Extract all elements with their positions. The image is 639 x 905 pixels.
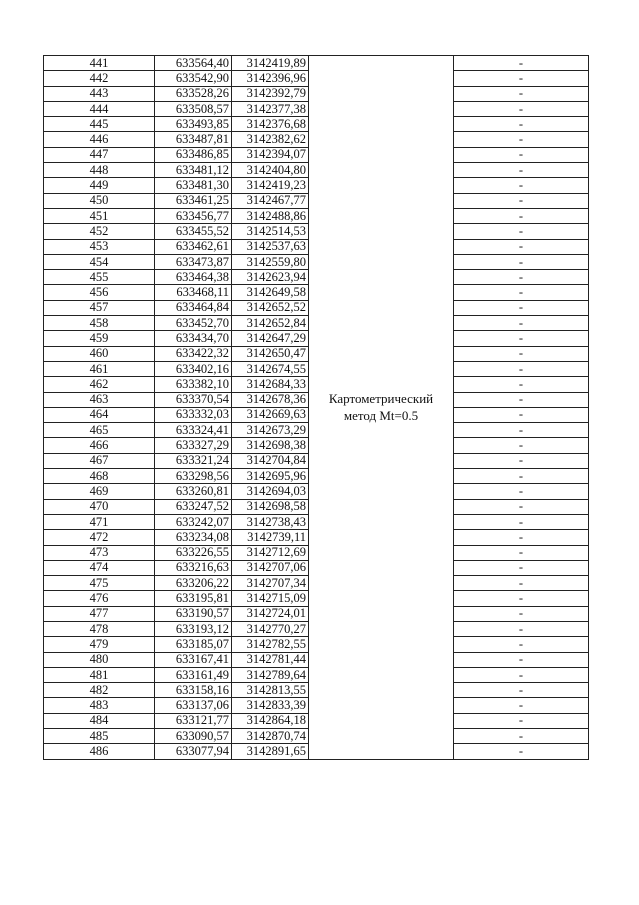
y-coordinate-cell: 3142715,09 — [232, 591, 309, 606]
method-label-line1: Картометрический — [328, 391, 434, 407]
y-coordinate-cell: 3142404,80 — [232, 163, 309, 178]
x-coordinate-cell: 633382,10 — [155, 377, 232, 392]
x-coordinate-cell: 633461,25 — [155, 193, 232, 208]
y-coordinate-cell: 3142537,63 — [232, 239, 309, 254]
value-cell: - — [454, 469, 589, 484]
y-coordinate-cell: 3142678,36 — [232, 392, 309, 407]
x-coordinate-cell: 633185,07 — [155, 637, 232, 652]
y-coordinate-cell: 3142652,52 — [232, 300, 309, 315]
value-cell: - — [454, 713, 589, 728]
y-coordinate-cell: 3142738,43 — [232, 514, 309, 529]
x-coordinate-cell: 633321,24 — [155, 453, 232, 468]
x-coordinate-cell: 633327,29 — [155, 438, 232, 453]
y-coordinate-cell: 3142623,94 — [232, 270, 309, 285]
point-number-cell: 461 — [44, 361, 155, 376]
x-coordinate-cell: 633247,52 — [155, 499, 232, 514]
point-number-cell: 466 — [44, 438, 155, 453]
value-cell: - — [454, 71, 589, 86]
y-coordinate-cell: 3142419,89 — [232, 56, 309, 71]
x-coordinate-cell: 633216,63 — [155, 560, 232, 575]
value-cell: - — [454, 576, 589, 591]
value-cell: - — [454, 392, 589, 407]
x-coordinate-cell: 633324,41 — [155, 423, 232, 438]
y-coordinate-cell: 3142694,03 — [232, 484, 309, 499]
y-coordinate-cell: 3142891,65 — [232, 744, 309, 759]
value-cell: - — [454, 178, 589, 193]
value-cell: - — [454, 147, 589, 162]
x-coordinate-cell: 633434,70 — [155, 331, 232, 346]
point-number-cell: 453 — [44, 239, 155, 254]
x-coordinate-cell: 633242,07 — [155, 514, 232, 529]
y-coordinate-cell: 3142770,27 — [232, 621, 309, 636]
x-coordinate-cell: 633332,03 — [155, 407, 232, 422]
point-number-cell: 447 — [44, 147, 155, 162]
point-number-cell: 470 — [44, 499, 155, 514]
x-coordinate-cell: 633370,54 — [155, 392, 232, 407]
y-coordinate-cell: 3142698,38 — [232, 438, 309, 453]
value-cell: - — [454, 652, 589, 667]
value-cell: - — [454, 56, 589, 71]
y-coordinate-cell: 3142781,44 — [232, 652, 309, 667]
value-cell: - — [454, 545, 589, 560]
y-coordinate-cell: 3142647,29 — [232, 331, 309, 346]
y-coordinate-cell: 3142382,62 — [232, 132, 309, 147]
point-number-cell: 467 — [44, 453, 155, 468]
point-number-cell: 485 — [44, 729, 155, 744]
value-cell: - — [454, 407, 589, 422]
value-cell: - — [454, 316, 589, 331]
point-number-cell: 448 — [44, 163, 155, 178]
y-coordinate-cell: 3142833,39 — [232, 698, 309, 713]
value-cell: - — [454, 499, 589, 514]
y-coordinate-cell: 3142559,80 — [232, 254, 309, 269]
value-cell: - — [454, 606, 589, 621]
x-coordinate-cell: 633226,55 — [155, 545, 232, 560]
x-coordinate-cell: 633167,41 — [155, 652, 232, 667]
point-number-cell: 465 — [44, 423, 155, 438]
value-cell: - — [454, 101, 589, 116]
point-number-cell: 452 — [44, 224, 155, 239]
y-coordinate-cell: 3142649,58 — [232, 285, 309, 300]
y-coordinate-cell: 3142695,96 — [232, 469, 309, 484]
y-coordinate-cell: 3142650,47 — [232, 346, 309, 361]
point-number-cell: 481 — [44, 667, 155, 682]
x-coordinate-cell: 633452,70 — [155, 316, 232, 331]
point-number-cell: 443 — [44, 86, 155, 101]
y-coordinate-cell: 3142396,96 — [232, 71, 309, 86]
point-number-cell: 482 — [44, 683, 155, 698]
point-number-cell: 471 — [44, 514, 155, 529]
point-number-cell: 473 — [44, 545, 155, 560]
point-number-cell: 474 — [44, 560, 155, 575]
y-coordinate-cell: 3142698,58 — [232, 499, 309, 514]
x-coordinate-cell: 633464,84 — [155, 300, 232, 315]
x-coordinate-cell: 633456,77 — [155, 208, 232, 223]
coordinates-table-body — [44, 56, 589, 760]
x-coordinate-cell: 633464,38 — [155, 270, 232, 285]
x-coordinate-cell: 633193,12 — [155, 621, 232, 636]
value-cell: - — [454, 208, 589, 223]
x-coordinate-cell: 633260,81 — [155, 484, 232, 499]
x-coordinate-cell: 633486,85 — [155, 147, 232, 162]
x-coordinate-cell: 633090,57 — [155, 729, 232, 744]
point-number-cell: 484 — [44, 713, 155, 728]
x-coordinate-cell: 633487,81 — [155, 132, 232, 147]
y-coordinate-cell: 3142394,07 — [232, 147, 309, 162]
x-coordinate-cell: 633481,30 — [155, 178, 232, 193]
point-number-cell: 476 — [44, 591, 155, 606]
y-coordinate-cell: 3142377,38 — [232, 101, 309, 116]
point-number-cell: 454 — [44, 254, 155, 269]
value-cell: - — [454, 270, 589, 285]
value-cell: - — [454, 86, 589, 101]
x-coordinate-cell: 633422,32 — [155, 346, 232, 361]
value-cell: - — [454, 377, 589, 392]
y-coordinate-cell: 3142488,86 — [232, 208, 309, 223]
point-number-cell: 446 — [44, 132, 155, 147]
y-coordinate-cell: 3142392,79 — [232, 86, 309, 101]
value-cell: - — [454, 683, 589, 698]
value-cell: - — [454, 423, 589, 438]
x-coordinate-cell: 633206,22 — [155, 576, 232, 591]
point-number-cell: 462 — [44, 377, 155, 392]
x-coordinate-cell: 633528,26 — [155, 86, 232, 101]
value-cell: - — [454, 530, 589, 545]
x-coordinate-cell: 633402,16 — [155, 361, 232, 376]
value-cell: - — [454, 224, 589, 239]
point-number-cell: 460 — [44, 346, 155, 361]
point-number-cell: 477 — [44, 606, 155, 621]
point-number-cell: 451 — [44, 208, 155, 223]
y-coordinate-cell: 3142704,84 — [232, 453, 309, 468]
y-coordinate-cell: 3142724,01 — [232, 606, 309, 621]
x-coordinate-cell: 633158,16 — [155, 683, 232, 698]
y-coordinate-cell: 3142419,23 — [232, 178, 309, 193]
point-number-cell: 463 — [44, 392, 155, 407]
y-coordinate-cell: 3142707,06 — [232, 560, 309, 575]
value-cell: - — [454, 239, 589, 254]
value-cell: - — [454, 331, 589, 346]
point-number-cell: 450 — [44, 193, 155, 208]
value-cell: - — [454, 667, 589, 682]
x-coordinate-cell: 633481,12 — [155, 163, 232, 178]
y-coordinate-cell: 3142684,33 — [232, 377, 309, 392]
x-coordinate-cell: 633121,77 — [155, 713, 232, 728]
y-coordinate-cell: 3142782,55 — [232, 637, 309, 652]
y-coordinate-cell: 3142376,68 — [232, 117, 309, 132]
y-coordinate-cell: 3142789,64 — [232, 667, 309, 682]
x-coordinate-cell: 633493,85 — [155, 117, 232, 132]
x-coordinate-cell: 633542,90 — [155, 71, 232, 86]
x-coordinate-cell: 633468,11 — [155, 285, 232, 300]
point-number-cell: 455 — [44, 270, 155, 285]
value-cell: - — [454, 560, 589, 575]
x-coordinate-cell: 633161,49 — [155, 667, 232, 682]
coordinates-table — [43, 55, 589, 760]
point-number-cell: 479 — [44, 637, 155, 652]
value-cell: - — [454, 729, 589, 744]
y-coordinate-cell: 3142813,55 — [232, 683, 309, 698]
value-cell: - — [454, 744, 589, 759]
y-coordinate-cell: 3142467,77 — [232, 193, 309, 208]
table-row — [44, 56, 589, 71]
point-number-cell: 480 — [44, 652, 155, 667]
value-cell: - — [454, 637, 589, 652]
x-coordinate-cell: 633508,57 — [155, 101, 232, 116]
value-cell: - — [454, 361, 589, 376]
point-number-cell: 441 — [44, 56, 155, 71]
value-cell: - — [454, 300, 589, 315]
value-cell: - — [454, 514, 589, 529]
y-coordinate-cell: 3142669,63 — [232, 407, 309, 422]
point-number-cell: 469 — [44, 484, 155, 499]
y-coordinate-cell: 3142870,74 — [232, 729, 309, 744]
value-cell: - — [454, 698, 589, 713]
x-coordinate-cell: 633455,52 — [155, 224, 232, 239]
point-number-cell: 464 — [44, 407, 155, 422]
y-coordinate-cell: 3142707,34 — [232, 576, 309, 591]
x-coordinate-cell: 633077,94 — [155, 744, 232, 759]
point-number-cell: 478 — [44, 621, 155, 636]
point-number-cell: 486 — [44, 744, 155, 759]
point-number-cell: 468 — [44, 469, 155, 484]
point-number-cell: 444 — [44, 101, 155, 116]
y-coordinate-cell: 3142652,84 — [232, 316, 309, 331]
point-number-cell: 472 — [44, 530, 155, 545]
x-coordinate-cell: 633137,06 — [155, 698, 232, 713]
y-coordinate-cell: 3142712,69 — [232, 545, 309, 560]
value-cell: - — [454, 438, 589, 453]
x-coordinate-cell: 633190,57 — [155, 606, 232, 621]
point-number-cell: 458 — [44, 316, 155, 331]
point-number-cell: 456 — [44, 285, 155, 300]
value-cell: - — [454, 484, 589, 499]
point-number-cell: 442 — [44, 71, 155, 86]
method-label-line2: метод Mt=0.5 — [343, 408, 419, 424]
value-cell: - — [454, 285, 589, 300]
value-cell: - — [454, 453, 589, 468]
x-coordinate-cell: 633298,56 — [155, 469, 232, 484]
value-cell: - — [454, 193, 589, 208]
y-coordinate-cell: 3142673,29 — [232, 423, 309, 438]
value-cell: - — [454, 132, 589, 147]
y-coordinate-cell: 3142864,18 — [232, 713, 309, 728]
point-number-cell: 483 — [44, 698, 155, 713]
value-cell: - — [454, 591, 589, 606]
value-cell: - — [454, 163, 589, 178]
point-number-cell: 445 — [44, 117, 155, 132]
point-number-cell: 449 — [44, 178, 155, 193]
point-number-cell: 459 — [44, 331, 155, 346]
x-coordinate-cell: 633473,87 — [155, 254, 232, 269]
y-coordinate-cell: 3142674,55 — [232, 361, 309, 376]
x-coordinate-cell: 633234,08 — [155, 530, 232, 545]
value-cell: - — [454, 254, 589, 269]
x-coordinate-cell: 633462,61 — [155, 239, 232, 254]
value-cell: - — [454, 346, 589, 361]
x-coordinate-cell: 633195,81 — [155, 591, 232, 606]
x-coordinate-cell: 633564,40 — [155, 56, 232, 71]
point-number-cell: 475 — [44, 576, 155, 591]
y-coordinate-cell: 3142739,11 — [232, 530, 309, 545]
y-coordinate-cell: 3142514,53 — [232, 224, 309, 239]
value-cell: - — [454, 621, 589, 636]
point-number-cell: 457 — [44, 300, 155, 315]
value-cell: - — [454, 117, 589, 132]
method-cell — [309, 56, 454, 760]
